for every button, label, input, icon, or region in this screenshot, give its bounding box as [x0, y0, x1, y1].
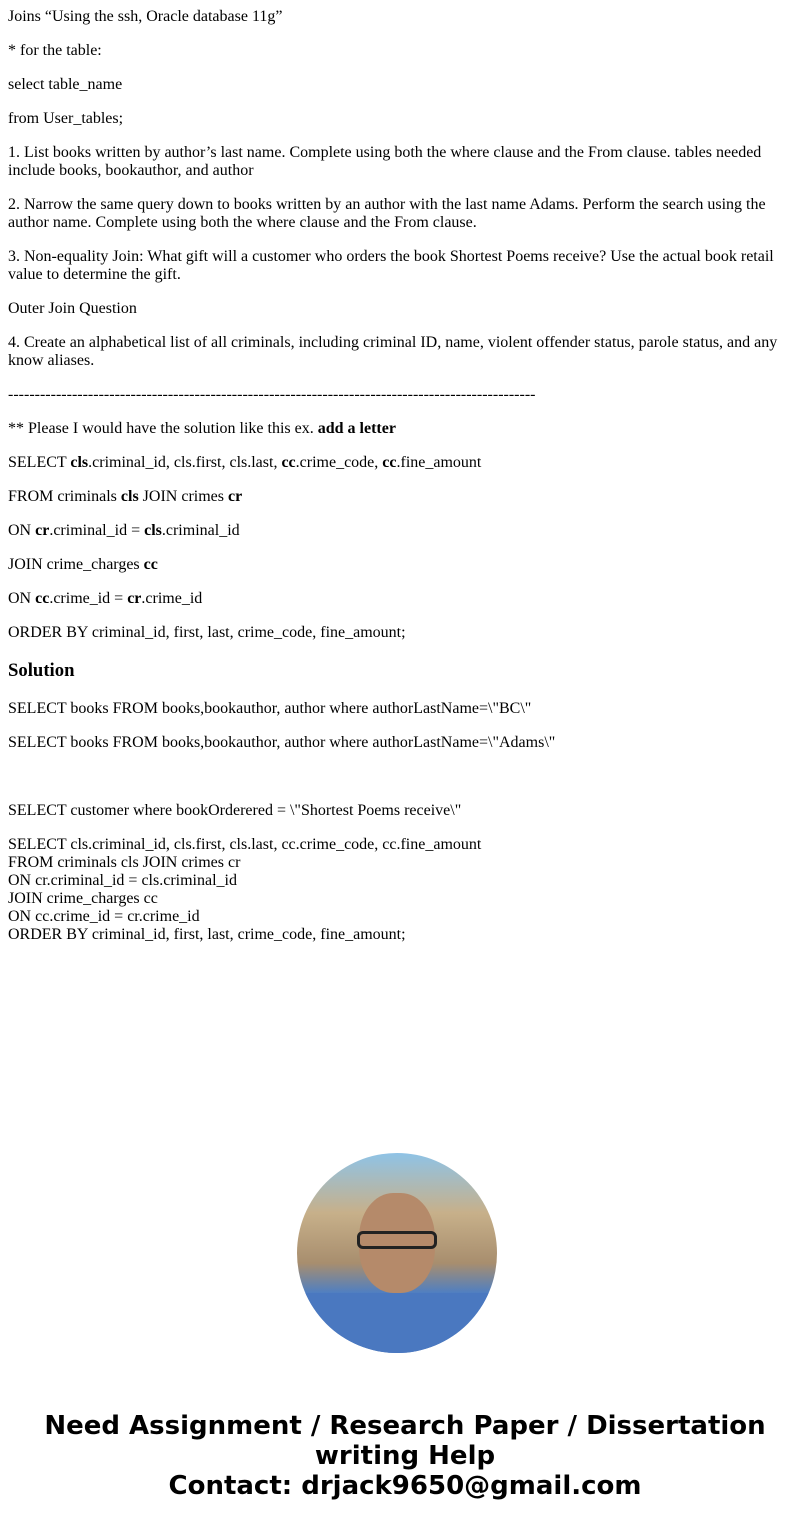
alias: cc: [143, 556, 158, 573]
example-line-6: ORDER BY criminal_id, first, last, crime_code, fine_amount;: [8, 624, 406, 641]
example-line-3: [8, 522, 786, 540]
text: .criminal_id =: [49, 522, 145, 539]
code-line: ON cc.crime_id = cr.crime_id: [8, 908, 200, 925]
solution-1: SELECT books FROM books,bookauthor, author where authorLastName=\"BC\": [8, 700, 532, 717]
outer-join-heading: Outer Join Question: [8, 300, 137, 317]
footer-line-2: writing Help: [314, 1441, 496, 1471]
note-bold: add a letter: [317, 420, 396, 437]
text: ON: [8, 590, 36, 607]
code-line: ON cr.criminal_id = cls.criminal_id: [8, 872, 237, 889]
from-line: from User_tables;: [8, 110, 124, 127]
alias: cc: [382, 454, 397, 471]
question-2: 2. Narrow the same query down to books written by an author with the last name Adams. Perform the search using the author name. Complete using both the where clause and the From clause.: [8, 196, 766, 231]
alias: cc: [281, 454, 296, 471]
text: .fine_amount: [396, 454, 482, 471]
question-1: 1. List books written by author’s last name. Complete using both the where clause and the From clause. tables needed include books, bookauthor, and author: [8, 144, 762, 179]
text: .crime_id =: [49, 590, 128, 607]
alias: cls: [144, 522, 162, 539]
note: [8, 420, 786, 438]
alias: cls: [70, 454, 89, 471]
solution-code: [8, 836, 786, 944]
alias: cr: [227, 488, 243, 505]
solution-2: SELECT books FROM books,bookauthor, author where authorLastName=\"Adams\": [8, 734, 556, 751]
footer-banner: [8, 1411, 794, 1501]
text: .criminal_id: [161, 522, 240, 539]
code-line: JOIN crime_charges cc: [8, 890, 158, 907]
text: JOIN crimes: [138, 488, 228, 505]
example-line-2: [8, 488, 786, 506]
text: JOIN crime_charges: [8, 556, 144, 573]
code-line: ORDER BY criminal_id, first, last, crime_code, fine_amount;: [8, 926, 406, 943]
code-line: FROM criminals cls JOIN crimes cr: [8, 854, 241, 871]
select-line: select table_name: [8, 76, 123, 93]
text: .crime_code,: [295, 454, 383, 471]
for-table-label: * for the table:: [8, 42, 102, 59]
alias: cr: [35, 522, 50, 539]
text: .criminal_id, cls.first, cls.last,: [88, 454, 282, 471]
example-line-5: [8, 590, 786, 608]
text: ON: [8, 522, 36, 539]
text: FROM criminals: [8, 488, 121, 505]
author-avatar: [297, 1153, 497, 1353]
example-line-1: [8, 454, 786, 472]
solution-heading: Solution: [8, 660, 75, 681]
footer-contact: Contact: drjack9650@gmail.com: [168, 1471, 642, 1501]
solution-3: SELECT customer where bookOrderered = \"Shortest Poems receive\": [8, 802, 462, 819]
example-line-4: [8, 556, 786, 574]
note-text: ** Please I would have the solution like this ex.: [8, 420, 318, 437]
question-3: 3. Non-equality Join: What gift will a customer who orders the book Shortest Poems receive? Use the actual book retail value to determine the gift.: [8, 248, 774, 283]
code-line: SELECT cls.criminal_id, cls.first, cls.last, cc.crime_code, cc.fine_amount: [8, 836, 482, 853]
question-title: Joins “Using the ssh, Oracle database 11g”: [8, 8, 283, 25]
alias: cr: [127, 590, 142, 607]
footer-line-1: Need Assignment / Research Paper / Dissertation: [44, 1411, 766, 1441]
divider: ---------------------------------------------------------------------------------------------------: [8, 386, 536, 403]
text: .crime_id: [141, 590, 203, 607]
alias: cls: [120, 488, 139, 505]
question-4: 4. Create an alphabetical list of all criminals, including criminal ID, name, violent offender status, parole status, and any know aliases.: [8, 334, 778, 369]
alias: cc: [35, 590, 50, 607]
text: SELECT: [8, 454, 71, 471]
